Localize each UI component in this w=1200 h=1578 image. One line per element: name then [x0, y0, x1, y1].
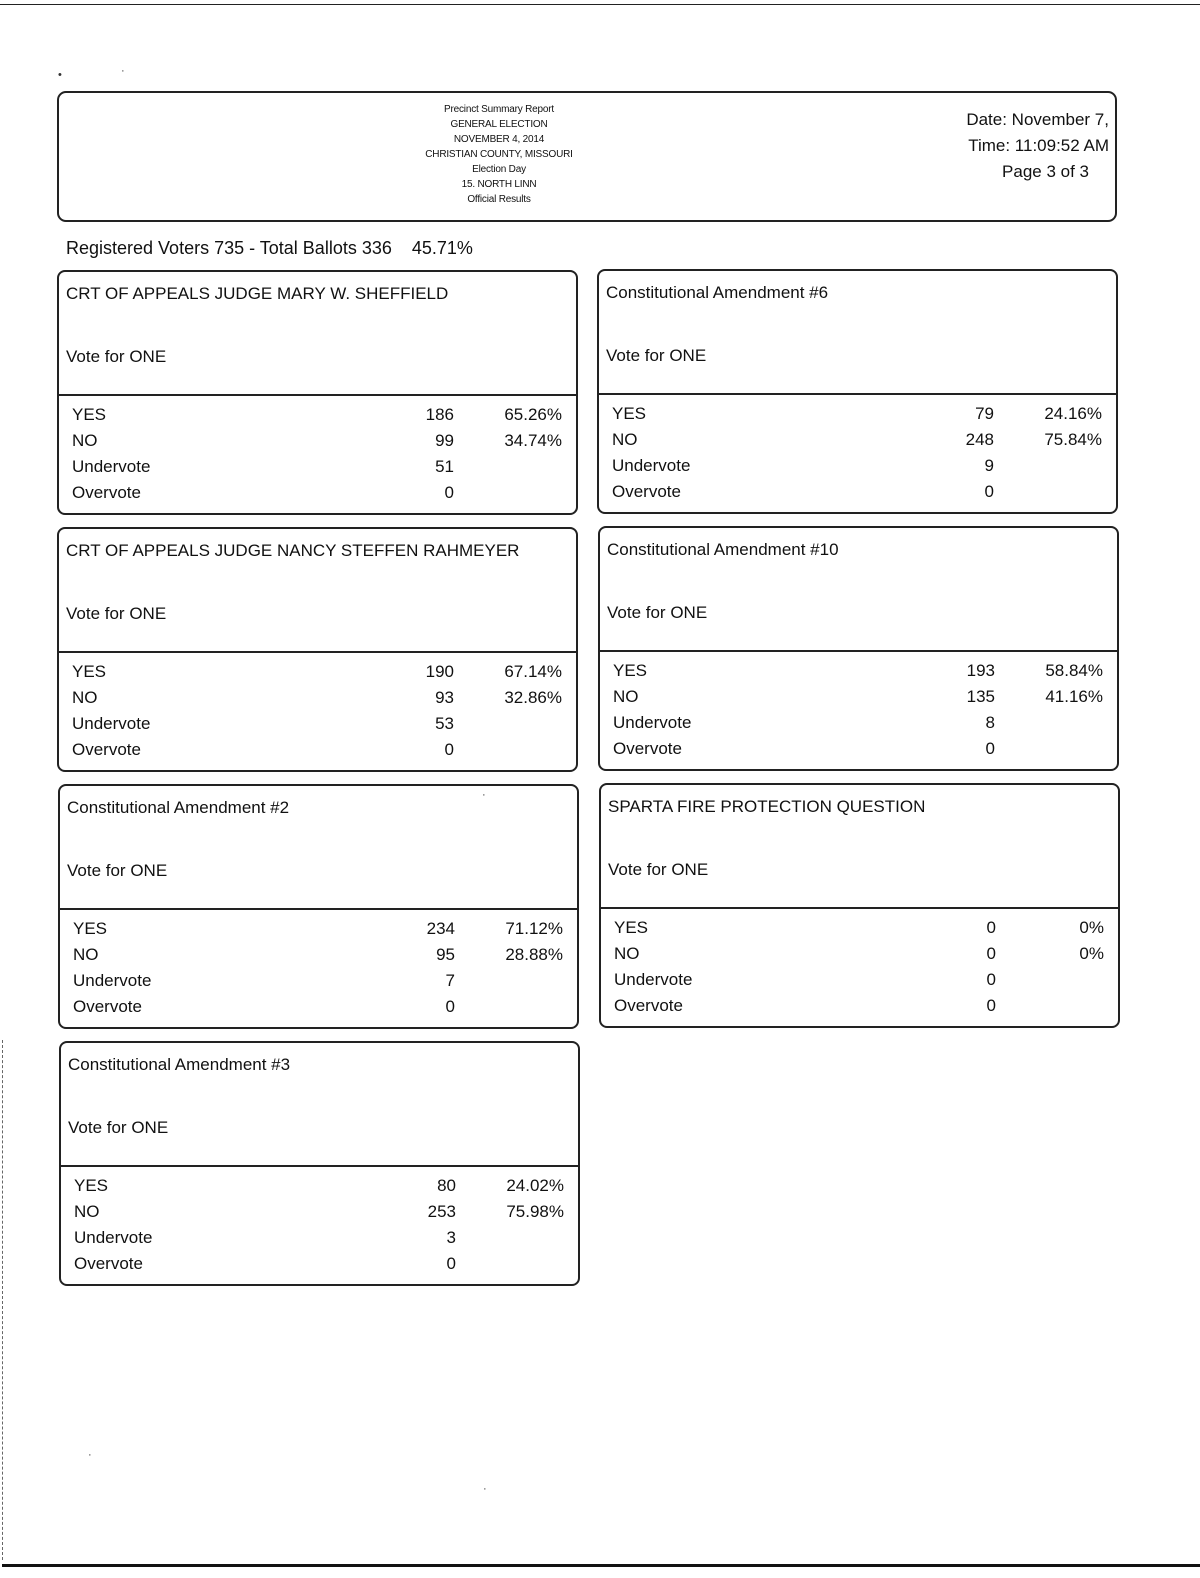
contest-divider: [61, 1165, 578, 1167]
vote-count: 93: [435, 688, 454, 707]
result-row-undervote: [601, 967, 1118, 993]
choice-label: YES: [612, 404, 647, 423]
result-row-no: [601, 941, 1118, 967]
vote-count: 0: [986, 996, 996, 1015]
result-row-overvote: [601, 993, 1118, 1019]
choice-label: Overvote: [72, 740, 141, 759]
result-row-overvote: [59, 737, 576, 763]
voters-ballots-text: Registered Voters 735 - Total Ballots 336: [66, 238, 392, 258]
vote-count: 186: [425, 405, 454, 424]
county-name: CHRISTIAN COUNTY, MISSOURI: [425, 149, 573, 160]
vote-count: 95: [436, 945, 455, 964]
report-title: Precinct Summary Report: [444, 104, 554, 115]
result-row-undervote: [599, 453, 1116, 479]
choice-label: YES: [73, 919, 108, 938]
choice-label: YES: [613, 661, 648, 680]
result-row-undervote: [59, 454, 576, 480]
contest-box: [57, 270, 578, 515]
result-row-yes: [600, 658, 1117, 684]
turnout-percent: 45.71%: [411, 238, 473, 258]
vote-count: 0: [444, 483, 454, 502]
result-row-undervote: [60, 968, 577, 994]
scan-left-edge: [2, 1040, 3, 1560]
vote-count: 8: [985, 713, 995, 732]
contest-results: [601, 915, 1118, 1019]
election-type: Election Day: [472, 164, 526, 175]
election-date: NOVEMBER 4, 2014: [453, 134, 545, 145]
vote-for-label: Vote for ONE: [68, 1118, 169, 1137]
result-row-overvote: [59, 480, 576, 506]
scan-speck: •: [58, 69, 62, 81]
choice-label: NO: [613, 687, 639, 706]
vote-count: 253: [427, 1202, 456, 1221]
result-row-overvote: [61, 1251, 578, 1277]
choice-label: YES: [74, 1176, 109, 1195]
contest-title: Constitutional Amendment #10: [607, 540, 839, 559]
bottom-border-line: [2, 1564, 1200, 1567]
vote-count: 99: [435, 431, 454, 450]
vote-for-label: Vote for ONE: [66, 604, 167, 623]
vote-count: 0: [985, 739, 995, 758]
vote-percent: 41.16%: [1045, 687, 1103, 706]
contest-box: [57, 527, 578, 772]
contest-title: CRT OF APPEALS JUDGE MARY W. SHEFFIELD: [66, 284, 449, 303]
contest-divider: [59, 651, 576, 653]
vote-count: 234: [426, 919, 455, 938]
scan-speck: ·: [483, 1483, 487, 1495]
contest-divider: [60, 908, 577, 910]
result-row-yes: [61, 1173, 578, 1199]
vote-count: 0: [986, 944, 996, 963]
contest-results: [59, 402, 576, 506]
contest-divider: [601, 907, 1118, 909]
vote-count: 53: [435, 714, 454, 733]
result-row-yes: [59, 659, 576, 685]
contest-title: CRT OF APPEALS JUDGE NANCY STEFFEN RAHMEYER: [66, 541, 520, 560]
result-row-no: [60, 942, 577, 968]
vote-count: 0: [444, 740, 454, 759]
result-row-no: [59, 685, 576, 711]
result-row-yes: [601, 915, 1118, 941]
vote-count: 0: [986, 918, 996, 937]
report-header-info: [389, 102, 609, 207]
vote-for-label: Vote for ONE: [608, 860, 709, 879]
scan-speck: ·: [88, 1449, 92, 1461]
result-row-no: [61, 1199, 578, 1225]
vote-percent: 28.88%: [505, 945, 563, 964]
choice-label: Undervote: [72, 457, 151, 476]
result-row-yes: [59, 402, 576, 428]
choice-label: NO: [612, 430, 638, 449]
choice-label: Overvote: [74, 1254, 143, 1273]
contest-box: [59, 1041, 580, 1286]
choice-label: YES: [614, 918, 649, 937]
result-row-no: [59, 428, 576, 454]
choice-label: Undervote: [72, 714, 151, 733]
choice-label: NO: [72, 431, 98, 450]
vote-percent: 75.84%: [1044, 430, 1102, 449]
election-name: GENERAL ELECTION: [450, 119, 548, 130]
top-border-line: [0, 4, 1200, 5]
choice-label: Overvote: [612, 482, 681, 501]
result-row-undervote: [600, 710, 1117, 736]
vote-count: 79: [975, 404, 994, 423]
vote-count: 0: [984, 482, 994, 501]
choice-label: Overvote: [614, 996, 683, 1015]
choice-label: NO: [74, 1202, 100, 1221]
vote-for-label: Vote for ONE: [607, 603, 708, 622]
scan-speck: ·: [121, 65, 125, 77]
vote-count: 80: [437, 1176, 456, 1195]
result-row-yes: [60, 916, 577, 942]
contest-box: [597, 269, 1118, 514]
choice-label: Undervote: [612, 456, 691, 475]
choice-label: Undervote: [74, 1228, 153, 1247]
choice-label: Overvote: [72, 483, 141, 502]
result-row-overvote: [60, 994, 577, 1020]
vote-percent: 65.26%: [504, 405, 562, 424]
turnout-summary: [66, 238, 473, 259]
vote-count: 135: [966, 687, 995, 706]
contest-title: Constitutional Amendment #3: [68, 1055, 291, 1074]
choice-label: YES: [72, 405, 107, 424]
report-meta: [909, 107, 1109, 185]
vote-percent: 0%: [1079, 918, 1104, 937]
vote-count: 190: [425, 662, 454, 681]
contest-results: [59, 659, 576, 763]
choice-label: NO: [72, 688, 98, 707]
vote-percent: 24.02%: [506, 1176, 564, 1195]
vote-percent: 58.84%: [1045, 661, 1103, 680]
vote-count: 9: [984, 456, 994, 475]
contest-title: Constitutional Amendment #6: [606, 283, 829, 302]
vote-count: 0: [446, 1254, 456, 1273]
vote-percent: 0%: [1079, 944, 1104, 963]
vote-for-label: Vote for ONE: [67, 861, 168, 880]
vote-count: 51: [435, 457, 454, 476]
contest-results: [599, 401, 1116, 505]
vote-count: 193: [966, 661, 995, 680]
choice-label: Undervote: [73, 971, 152, 990]
contest-box: [599, 783, 1120, 1028]
vote-for-label: Vote for ONE: [66, 347, 167, 366]
vote-for-label: Vote for ONE: [606, 346, 707, 365]
vote-percent: 24.16%: [1044, 404, 1102, 423]
result-row-yes: [599, 401, 1116, 427]
choice-label: YES: [72, 662, 107, 681]
contest-box: [58, 784, 579, 1029]
vote-percent: 67.14%: [504, 662, 562, 681]
result-row-overvote: [599, 479, 1116, 505]
choice-label: Undervote: [614, 970, 693, 989]
page-number: Page 3 of 3: [1002, 162, 1089, 181]
report-time: Time: 11:09:52 AM: [968, 136, 1109, 155]
vote-percent: 34.74%: [504, 431, 562, 450]
vote-percent: 32.86%: [504, 688, 562, 707]
choice-label: NO: [614, 944, 640, 963]
vote-count: 7: [445, 971, 455, 990]
contest-box: [598, 526, 1119, 771]
vote-count: 0: [445, 997, 455, 1016]
result-row-undervote: [59, 711, 576, 737]
choice-label: Overvote: [73, 997, 142, 1016]
contest-results: [600, 658, 1117, 762]
report-date: Date: November 7,: [966, 110, 1109, 129]
contest-divider: [600, 650, 1117, 652]
contest-divider: [599, 393, 1116, 395]
vote-count: 248: [965, 430, 994, 449]
report-header: [57, 91, 1117, 222]
choice-label: Overvote: [613, 739, 682, 758]
result-row-undervote: [61, 1225, 578, 1251]
scan-speck: ·: [482, 789, 486, 801]
result-row-no: [599, 427, 1116, 453]
choice-label: Undervote: [613, 713, 692, 732]
contest-results: [60, 916, 577, 1020]
precinct-name: 15. NORTH LINN: [461, 179, 537, 190]
result-row-no: [600, 684, 1117, 710]
contest-title: SPARTA FIRE PROTECTION QUESTION: [608, 797, 926, 816]
choice-label: NO: [73, 945, 99, 964]
vote-percent: 71.12%: [505, 919, 563, 938]
vote-percent: 75.98%: [506, 1202, 564, 1221]
vote-count: 0: [986, 970, 996, 989]
contest-divider: [59, 394, 576, 396]
result-row-overvote: [600, 736, 1117, 762]
results-status: Official Results: [467, 194, 531, 205]
contest-title: Constitutional Amendment #2: [67, 798, 290, 817]
contest-results: [61, 1173, 578, 1277]
vote-count: 3: [446, 1228, 456, 1247]
